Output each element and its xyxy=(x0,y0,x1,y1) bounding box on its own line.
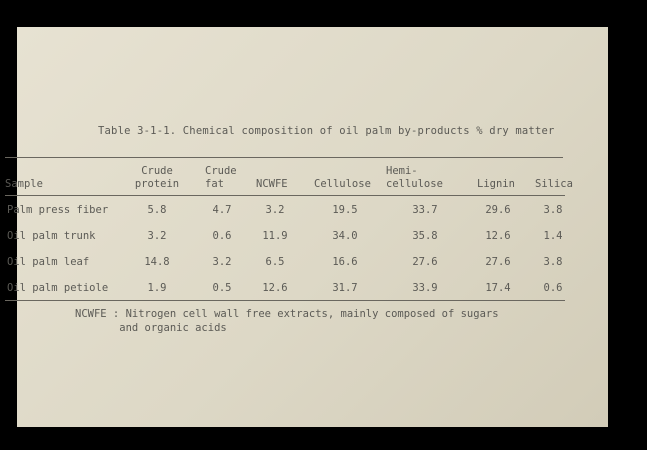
cell-ncwfe: 12.6 xyxy=(262,282,288,294)
header-crude-protein: Crude protein xyxy=(134,165,180,190)
cell-silica: 3.8 xyxy=(543,204,563,216)
header-silica: Silica xyxy=(535,178,573,190)
document-table xyxy=(5,27,608,427)
cell-crude-protein: 3.2 xyxy=(147,230,167,242)
slide-frame xyxy=(5,27,608,427)
header-sample: Sample xyxy=(5,178,43,190)
header-rule xyxy=(5,195,565,196)
cell-silica: 3.8 xyxy=(543,256,563,268)
cell-crude-protein: 14.8 xyxy=(144,256,170,268)
header-crude-fat: Crude fat xyxy=(205,165,237,190)
bottom-rule xyxy=(5,300,565,301)
cell-hemicellulose: 33.7 xyxy=(412,204,438,216)
cell-lignin: 29.6 xyxy=(485,204,511,216)
top-rule xyxy=(5,157,563,158)
cell-crude-fat: 0.5 xyxy=(212,282,232,294)
header-ncwfe: NCWFE xyxy=(256,178,288,190)
cell-cellulose: 34.0 xyxy=(332,230,358,242)
header-lignin: Lignin xyxy=(477,178,515,190)
cell-hemicellulose: 35.8 xyxy=(412,230,438,242)
cell-sample: Oil palm petiole xyxy=(7,282,109,294)
cell-silica: 0.6 xyxy=(543,282,563,294)
table-caption: Table 3-1-1. Chemical composition of oil palm by-products % dry matter xyxy=(98,125,555,137)
cell-cellulose: 19.5 xyxy=(332,204,358,216)
cell-crude-fat: 3.2 xyxy=(212,256,232,268)
table-footnote: NCWFE : Nitrogen cell wall free extracts, mainly composed of sugars and organic acids xyxy=(75,308,499,334)
cell-sample: Palm press fiber xyxy=(7,204,109,216)
cell-hemicellulose: 27.6 xyxy=(412,256,438,268)
cell-cellulose: 16.6 xyxy=(332,256,358,268)
cell-hemicellulose: 33.9 xyxy=(412,282,438,294)
cell-ncwfe: 6.5 xyxy=(265,256,285,268)
cell-sample: Oil palm leaf xyxy=(7,256,90,268)
cell-ncwfe: 11.9 xyxy=(262,230,288,242)
cell-ncwfe: 3.2 xyxy=(265,204,285,216)
cell-cellulose: 31.7 xyxy=(332,282,358,294)
cell-lignin: 12.6 xyxy=(485,230,511,242)
cell-crude-protein: 1.9 xyxy=(147,282,167,294)
cell-sample: Oil palm trunk xyxy=(7,230,96,242)
cell-crude-protein: 5.8 xyxy=(147,204,167,216)
cell-crude-fat: 0.6 xyxy=(212,230,232,242)
header-hemicellulose: Hemi- cellulose xyxy=(386,165,443,190)
cell-silica: 1.4 xyxy=(543,230,563,242)
cell-lignin: 17.4 xyxy=(485,282,511,294)
header-cellulose: Cellulose xyxy=(314,178,371,190)
cell-crude-fat: 4.7 xyxy=(212,204,232,216)
cell-lignin: 27.6 xyxy=(485,256,511,268)
